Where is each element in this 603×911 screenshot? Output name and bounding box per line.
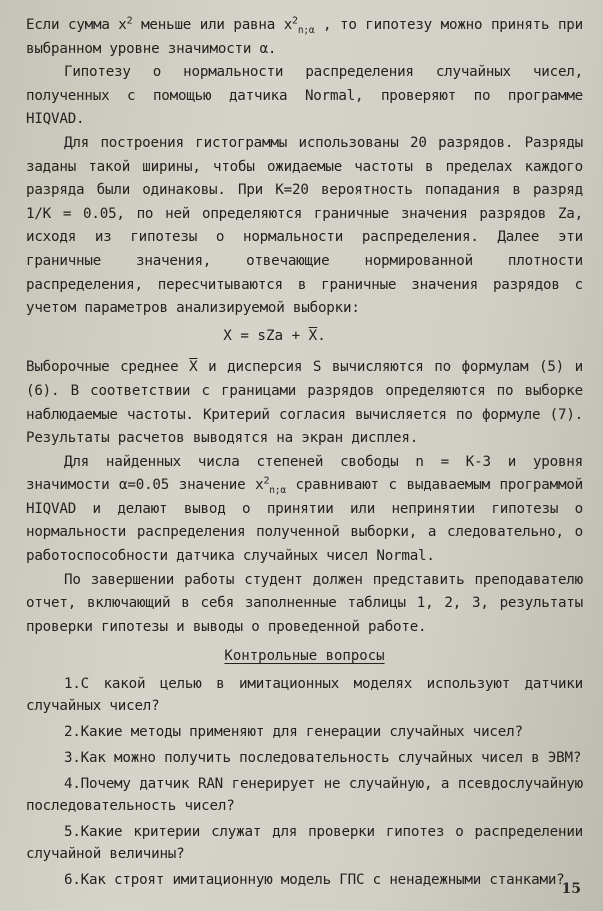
question-5: 5.Какие критерии служат для проверки гипотез о распределении случайной величины? xyxy=(26,824,583,863)
paragraph-6: По завершении работы студент должен представить преподавателю отчет, включающий в себя заполненные таблицы 1, 2, 3, результаты проверки гипотезы и выводы о проведенной работе. xyxy=(26,571,583,635)
question-3: 3.Как можно получить последовательность случайных чисел в ЭВМ? xyxy=(64,750,582,767)
paragraph-2: Гипотезу о нормальности распределения случайных чисел, полученных с помощью датчика Normal, проверяют по программе HIQVAD. xyxy=(26,64,583,128)
question-6: 6.Как строят имитационную модель ГПС с ненадежными станками? xyxy=(64,872,565,889)
formula: X = sZa + $\overline{X}$. xyxy=(223,327,326,344)
paragraph-1: Если сумма $x^2$ меньше или равна $x^2_{n;\alpha}$ , то гипотезу можно принять при выбранном уровне значимости α. xyxy=(26,15,583,57)
question-1: 1.С какой целью в имитационных моделях используют датчики случайных чисел? xyxy=(26,676,583,715)
paragraph-4: Выборочные среднее $\overline{X}$ и дисперсия S вычисляются по формулам (5) и (6). В соответствии с границами разрядов определяются по выборке наблюдаемые частоты. Критерий согласия вычисляется по формуле (7). Результаты расчетов выводятся на экран дисплея. xyxy=(26,359,583,447)
question-4: 4.Почему датчик RAN генерирует не случайную, а псевдослучайную последовательность чисел? xyxy=(26,776,583,815)
paragraph-3: Для построения гистограммы использованы 20 разрядов. Разряды заданы такой ширины, чтобы ожидаемые частоты в пределах каждого разряда были одинаковы. При K=20 вероятность попадания в разряд 1/K = 0.05, по ней определяются граничные значения разрядов Za, исходя из гипотезы о нормальности распределения. Далее эти граничные значения, отвечающие нормированной плотности распределения, пересчитываются в граничные значения разрядов с учетом параметров анализируемой выборки: xyxy=(26,134,583,317)
question-2: 2.Какие методы применяют для генерации случайных чисел? xyxy=(64,724,523,741)
page-number: 15 xyxy=(561,881,581,897)
paragraph-5: Для найденных числа степеней свободы n = K-3 и уровня значимости α=0.05 значение $x^2_{n;\alpha}$ сравнивают с выдаваемым программой HIQVAD и делают вывод о принятии или непринятии гипотезы о нормальности распределения полученной выборки, а следовательно, о работоспособности датчика случайных чисел Normal. xyxy=(26,453,583,565)
section-heading: Контрольные вопросы xyxy=(224,648,385,665)
